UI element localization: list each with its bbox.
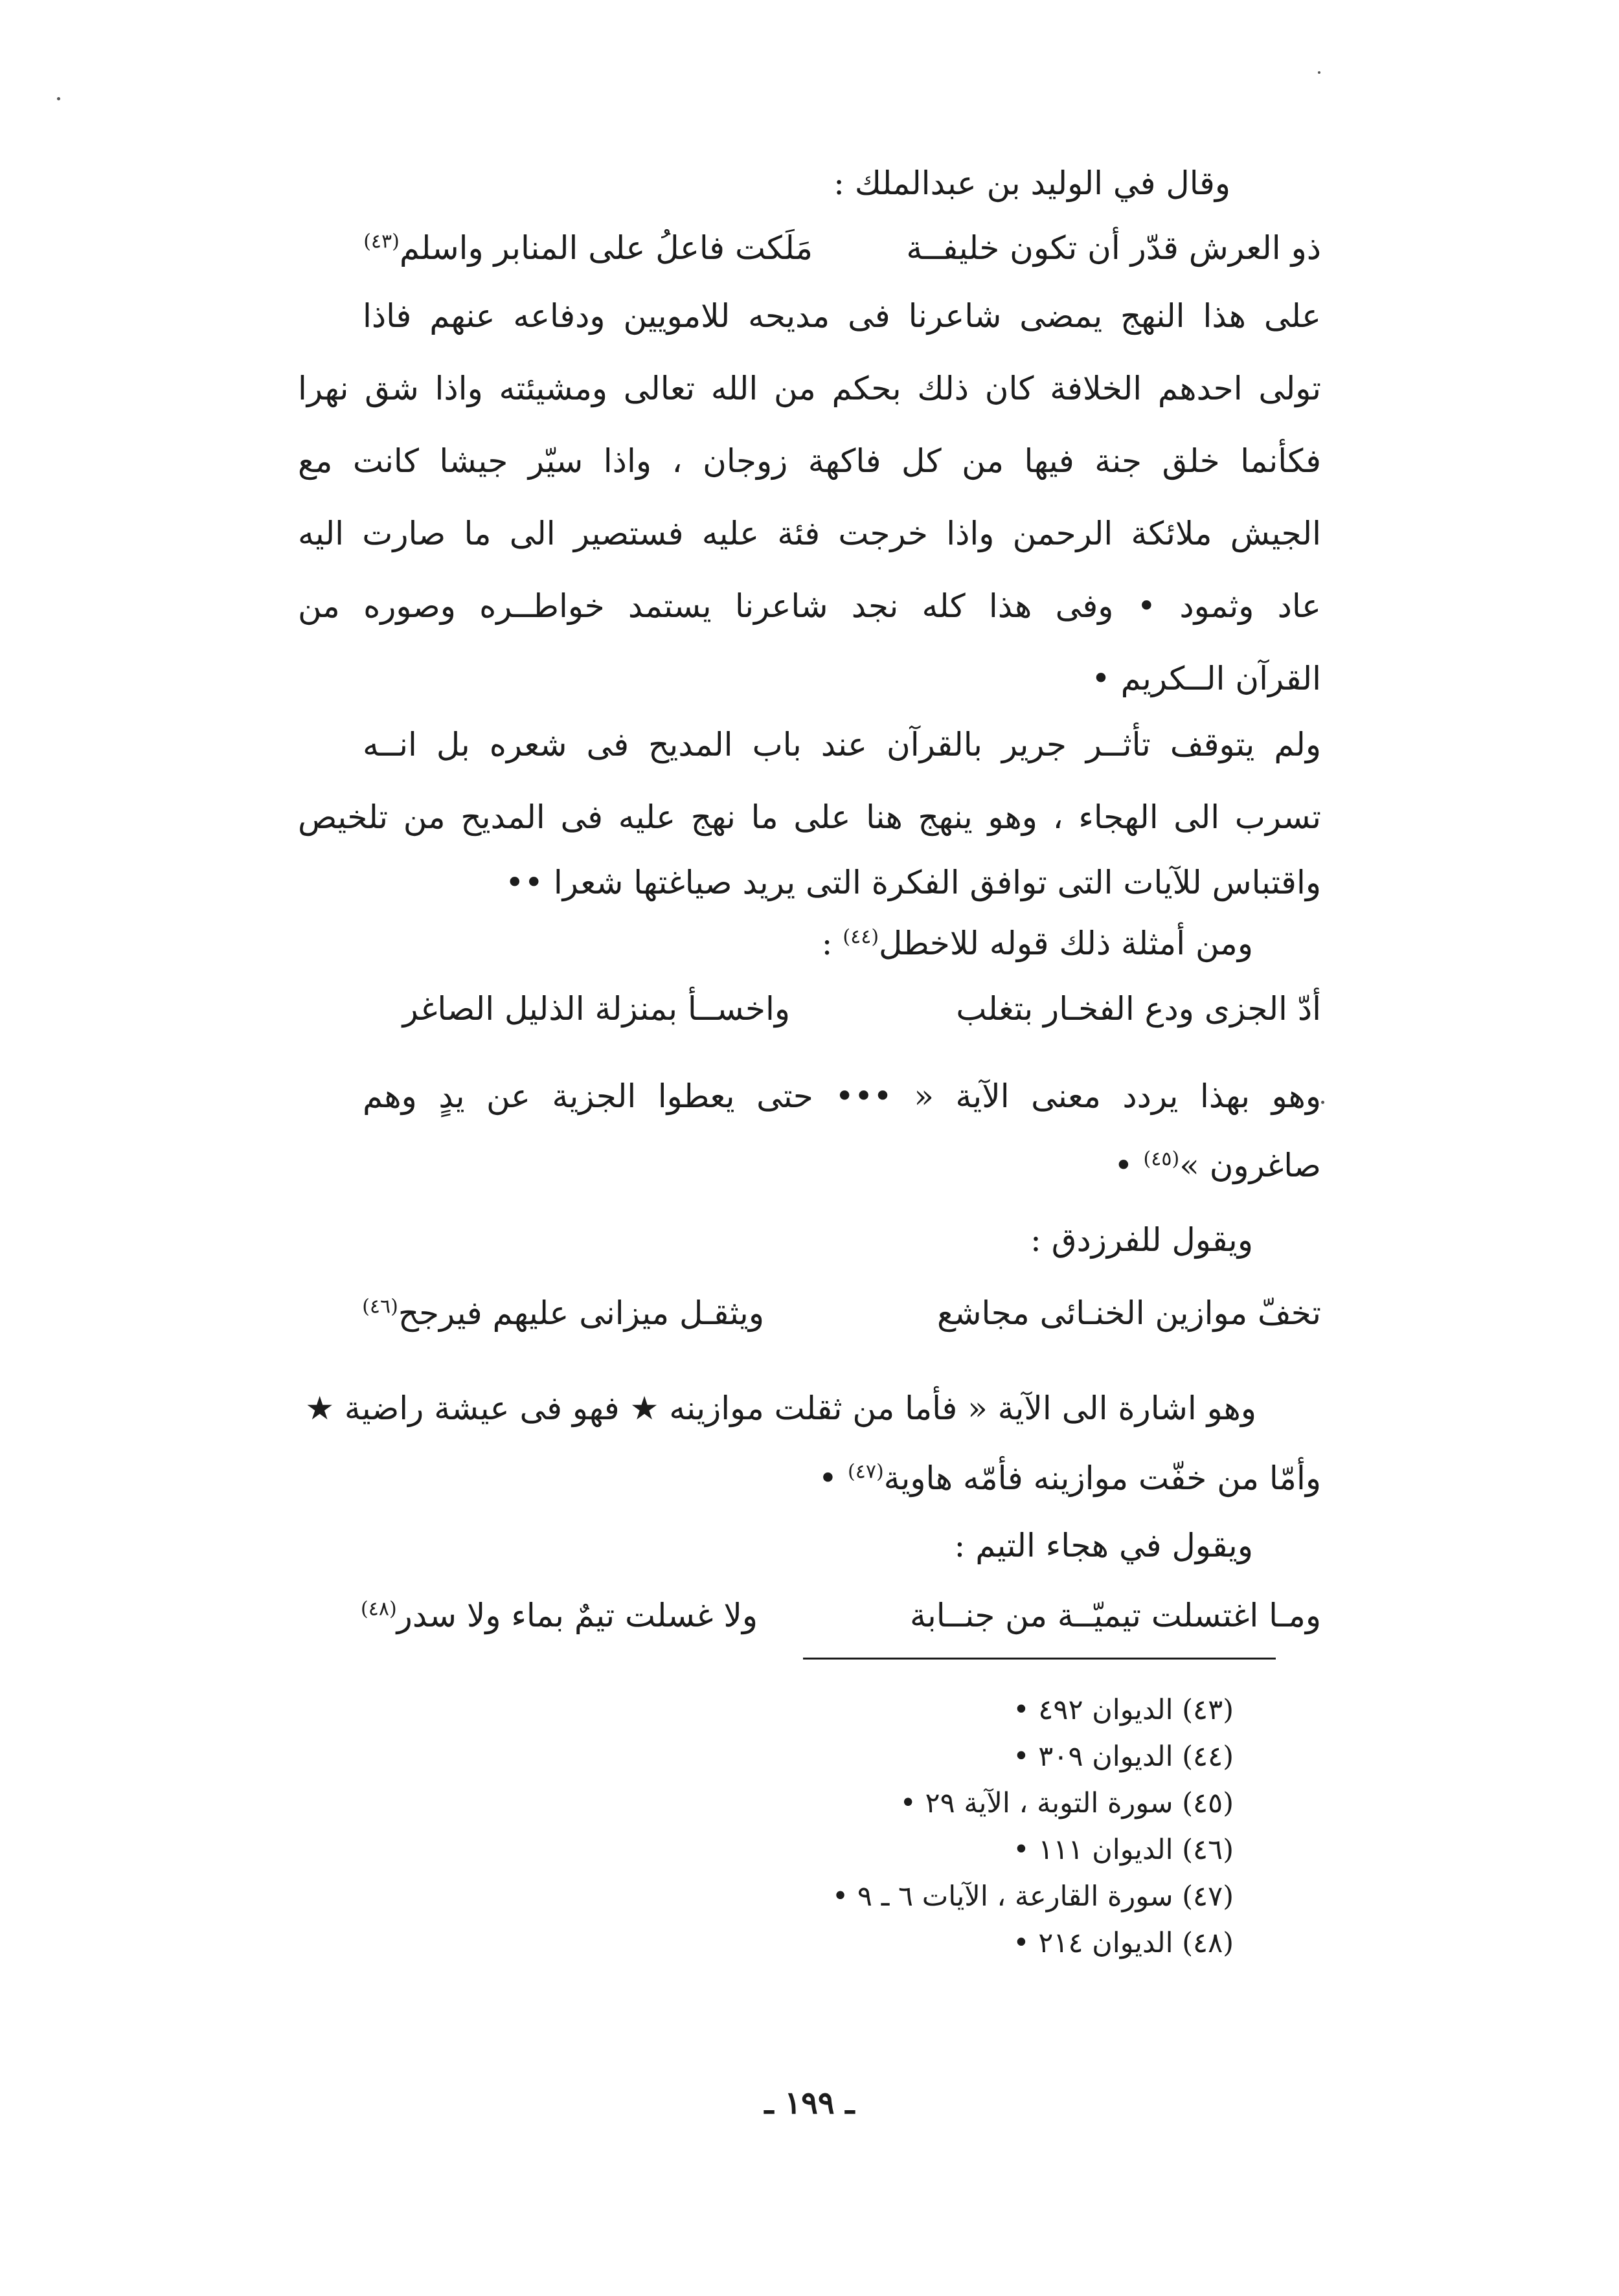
verse-2-first-hemistich: أدّ الجزى ودع الفخـار بتغلب (956, 990, 1321, 1028)
taym-line: ويقول في هجاء التيم : (954, 1527, 1253, 1564)
para-1-line-2: تولى احدهم الخلافة كان ذلك بحكم من الله تعالى ومشيئته واذا شق نهرا (298, 370, 1321, 407)
verse-3-second-hemistich-text: ويثقـل ميزانى عليهم فيرجح (398, 1294, 764, 1332)
verse-3-first-hemistich: تخفّ موازين الخنـائى مجاشع (936, 1294, 1321, 1332)
para-2-line-1: ولم يتوقف تأثــر جرير بالقرآن عند باب المديح فى شعره بل انــه (363, 726, 1321, 763)
footnote-47: (٤٧) سورة القارعة ، الآيات ٦ ـ ٩ • (832, 1880, 1234, 1913)
para-3-line-1: وهو بهذا يردد معنى الآية « ••• حتى يعطوا الجزية عن يدٍ وهم (363, 1077, 1321, 1115)
scan-speck (1321, 1101, 1324, 1104)
footnote-ref-46: (٤٦) (362, 1295, 398, 1318)
footnote-ref-45: (٤٥) (1143, 1147, 1180, 1171)
para-1-line-4: الجيش ملائكة الرحمن واذا خرجت فئة عليه فستصير الى ما صارت اليه (298, 515, 1321, 552)
footnote-46: (٤٦) الديوان ١١١ • (1013, 1834, 1234, 1866)
verse-1-first-hemistich: ذو العرش قدّر أن تكون خليفــة (906, 229, 1321, 267)
footnote-ref-48: (٤٨) (361, 1597, 397, 1621)
verse-1-second-hemistich-text: مَلَكت فاعلُ على المنابر واسلم (399, 229, 813, 267)
para-2-line-3: واقتباس للآيات التى توافق الفكرة التى يريد صياغتها شعرا •• (505, 864, 1321, 901)
footnote-44: (٤٤) الديوان ٣٠٩ • (1013, 1740, 1234, 1773)
para-1-line-3: فكأنما خلق جنة فيها من كل فاكهة زوجان ، واذا سيّر جيشا كانت مع (298, 442, 1321, 480)
footnote-48: (٤٨) الديوان ٢١٤ • (1013, 1927, 1234, 1959)
example-intro-text: ومن أمثلة ذلك قوله للاخطل (879, 925, 1253, 962)
para-3-last-text: صاغرون » (1179, 1147, 1321, 1184)
para-1-line-6: القرآن الــكريم • (1091, 660, 1321, 697)
footnote-45: (٤٥) سورة التوبة ، الآية ٢٩ • (900, 1787, 1234, 1819)
intro-line: وقال في الوليد بن عبدالملك : (833, 164, 1230, 202)
verse-2-second-hemistich: واخســأ بمنزلة الذليل الصاغر (402, 990, 790, 1028)
farazdaq-line: ويقول للفرزدق : (1030, 1221, 1253, 1259)
footnote-43: (٤٣) الديوان ٤٩٢ • (1013, 1694, 1234, 1726)
example-intro-colon: : (821, 925, 843, 962)
para-4-line-2-text: وأمّا من خفّت موازينه فأمّه هاوية (883, 1459, 1321, 1497)
verse-3-second-hemistich (362, 1294, 764, 1332)
verse-4-second-hemistich (361, 1599, 758, 1632)
para-3-line-2 (1114, 1149, 1321, 1182)
para-4-line-2 (818, 1459, 1321, 1497)
verse-1-second-hemistich (363, 229, 813, 267)
verse-4-first-hemistich: ومـا اغتسلت تيميّــة من جنــابة (910, 1597, 1321, 1634)
para-1-line-1: على هذا النهج يمضى شاعرنا فى مديحه للامويين ودفاعه عنهم فاذا (363, 297, 1321, 335)
para-1-line-5: عاد وثمود • وفى هذا كله نجد شاعرنا يستمد خواطــره وصوره من (298, 587, 1321, 625)
para-4-line-1: وهو اشارة الى الآية « فأما من ثقلت موازينه ★ فهو فى عيشة راضية ★ (305, 1390, 1256, 1427)
footnote-ref-43: (٤٣) (363, 230, 400, 253)
para-2-line-2: تسرب الى الهجاء ، وهو ينهج هنا على ما نهج عليه فى المديح من تلخيص (298, 798, 1321, 836)
scan-speck (1318, 71, 1320, 74)
footnote-ref-44: (٤٤) (843, 925, 879, 949)
footnote-ref-47: (٤٧) (848, 1460, 884, 1483)
footnote-separator (803, 1658, 1276, 1660)
page-number: ـ ١٩٩ ـ (764, 2085, 855, 2121)
example-intro-line (822, 927, 1253, 960)
para-3-end: • (1114, 1147, 1144, 1184)
verse-4-second-hemistich-text: ولا غسلت تيمٌ بماء ولا سدر (396, 1597, 758, 1634)
scan-speck (57, 97, 60, 100)
para-4-end: • (818, 1459, 848, 1497)
